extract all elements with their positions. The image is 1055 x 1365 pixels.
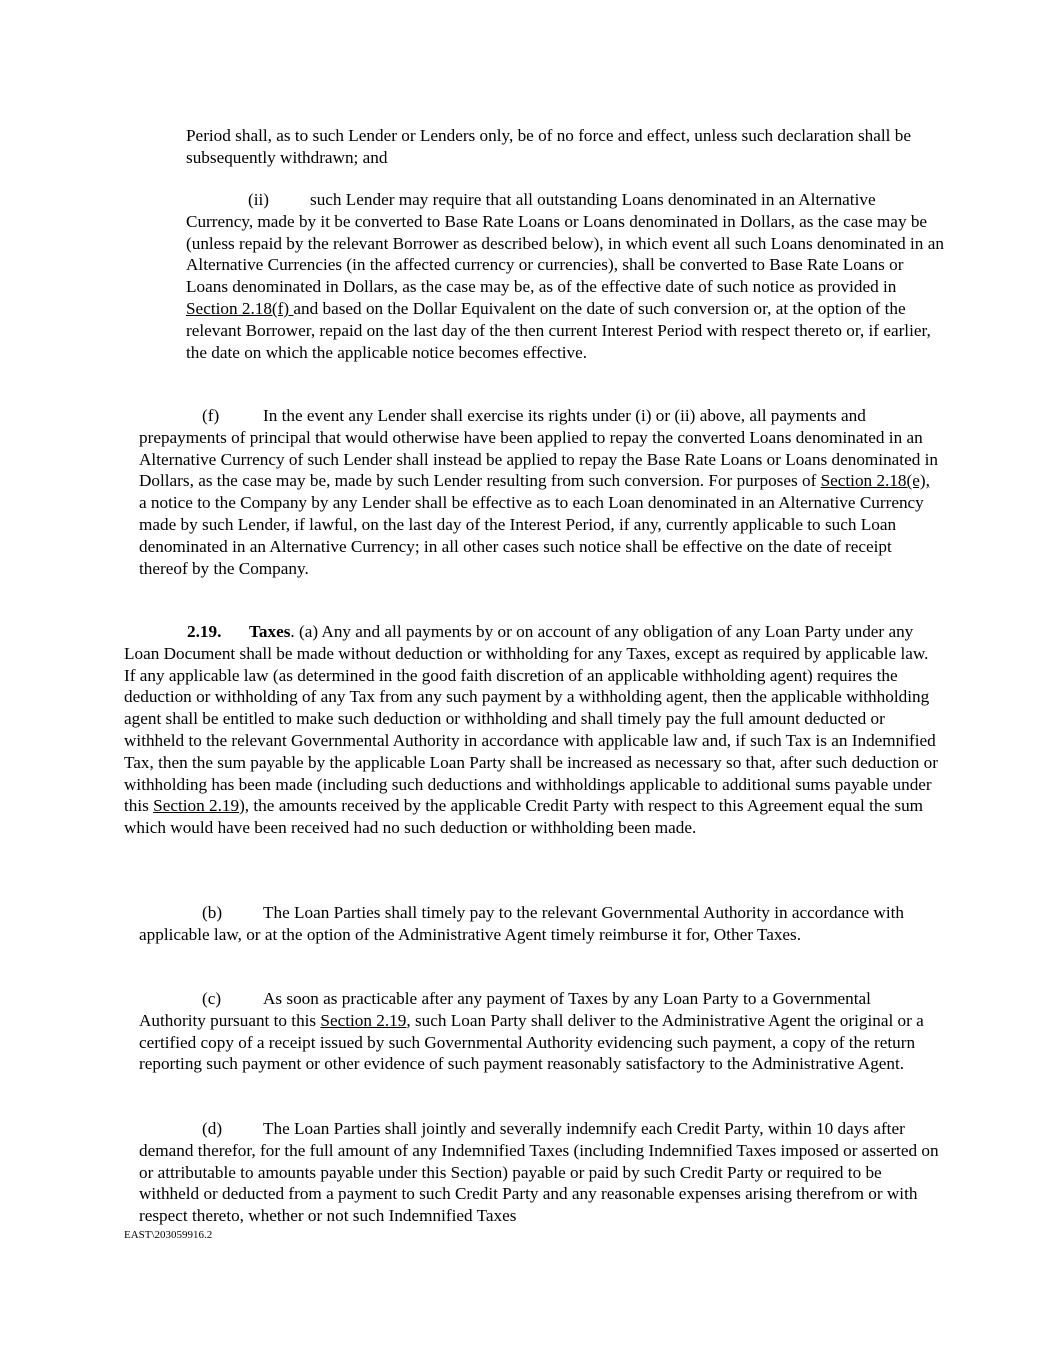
clause-text: The Loan Parties shall jointly and severally indemnify each Credit Party, within 10 days after demand therefor, for the full amount of any Indemnified Taxes (including Indemnified Taxes imposed or asserted on or attributable to amounts payable under this Section) payable or paid by such Credit Party or required to be withheld or deducted from a payment to such Credit Party and any reasonable expenses arising therefrom or with respect thereto, whether or not such Indemnified Taxes xyxy=(139,1119,939,1226)
clause-label: (ii) xyxy=(248,190,269,209)
clause-text: The Loan Parties shall timely pay to the relevant Governmental Authority in accordance with applicable law, or at the option of the Administrative Agent timely reimburse it for, Other Taxes. xyxy=(139,903,904,944)
section-number: 2.19. xyxy=(187,622,222,641)
clause-text: a notice to the Company by any Lender shall be effective as to each Loan denominated in an Alternative Currency made by such Lender, if lawful, on the last day of the Interest Period, if any, currently applicable to such Loan denominated in an Alternative Currency; in all other cases such notice shall be effective on the date of receipt thereof by the Company. xyxy=(139,493,924,578)
clause-text: As soon as practicable after any payment of Taxes by any Loan Party to a Governmental Authority pursuant to this xyxy=(139,989,871,1030)
paragraph-continuation xyxy=(186,125,946,169)
section-text: . (a) Any and all payments by or on account of any obligation of any Loan Party under any Loan Document shall be made without deduction or withholding for any Taxes, except as required by applicable law. If any applicable law (as determined in the good faith discretion of an applicable withholding agent) requires the deduction or withholding of any Tax from any such payment by a withholding agent, then the applicable withholding agent shall be entitled to make such deduction or withholding and shall timely pay the full amount deducted or withheld to the relevant Governmental Authority in accordance with applicable law and, if such Tax is an Indemnified Tax, then the sum payable by the applicable Loan Party shall be increased as necessary so that, after such deduction or withholding has been made (including such deductions and withholdings applicable to additional sums payable under this xyxy=(124,622,938,816)
clause-f xyxy=(139,405,939,579)
clause-text: , such Loan Party shall deliver to the Administrative Agent the original or a certified copy of a receipt issued by such Governmental Authority evidencing such payment, a copy of the return reporting such payment or other evidence of such payment reasonably satisfactory to the Administrative Agent. xyxy=(139,1010,924,1074)
clause-text: In the event any Lender shall exercise its rights under (i) or (ii) above, all payments and prepayments of principal that would otherwise have been applied to repay the converted Loans denominated in an Alternative Currency of such Lender shall instead be applied to repay the Base Rate Loans or Loans denominated in Dollars, as the case may be, made by such Lender resulting from such conversion. For purposes of xyxy=(139,406,938,491)
clause-text: and based on the Dollar Equivalent on the date of such conversion or, at the option of the relevant Borrower, repaid on the last day of the then current Interest Period with respect thereto or, if earlier, the date on which the applicable notice becomes effective. xyxy=(186,298,931,362)
clause-label: (c) xyxy=(202,989,222,1008)
section-reference: Section 2.18(e), xyxy=(820,471,930,491)
clause-label: (b) xyxy=(202,903,223,922)
clause-c xyxy=(139,988,939,1075)
paragraph-text: Period shall, as to such Lender or Lenders only, be of no force and effect, unless such declaration shall be subsequently withdrawn; and xyxy=(186,126,911,167)
document-footer-id: EAST\203059916.2 xyxy=(124,1229,213,1241)
clause-d xyxy=(139,1118,939,1227)
section-heading: Taxes xyxy=(249,622,291,641)
section-reference: Section 2.19 xyxy=(320,1010,407,1030)
clause-ii xyxy=(186,189,946,363)
section-2-19 xyxy=(124,621,944,839)
section-reference: Section 2.19 xyxy=(153,796,240,816)
clause-text: such Lender may require that all outstanding Loans denominated in an Alternative Currency, made by it be converted to Base Rate Loans or Loans denominated in Dollars, as the case may be (unless repaid by the relevant Borrower as described below), in which event all such Loans denominated in an Alternative Currencies (in the affected currency or currencies), shall be converted to Base Rate Loans or Loans denominated in Dollars, as the case may be, as of the effective date of such notice as provided in xyxy=(186,190,944,297)
clause-b xyxy=(139,902,939,946)
section-reference: Section 2.18(f) xyxy=(186,298,294,318)
section-text: ), the amounts received by the applicable Credit Party with respect to this Agreement equal the sum which would have been received had no such deduction or withholding been made. xyxy=(124,796,924,838)
clause-label: (d) xyxy=(202,1119,223,1138)
clause-label: (f) xyxy=(202,406,220,425)
